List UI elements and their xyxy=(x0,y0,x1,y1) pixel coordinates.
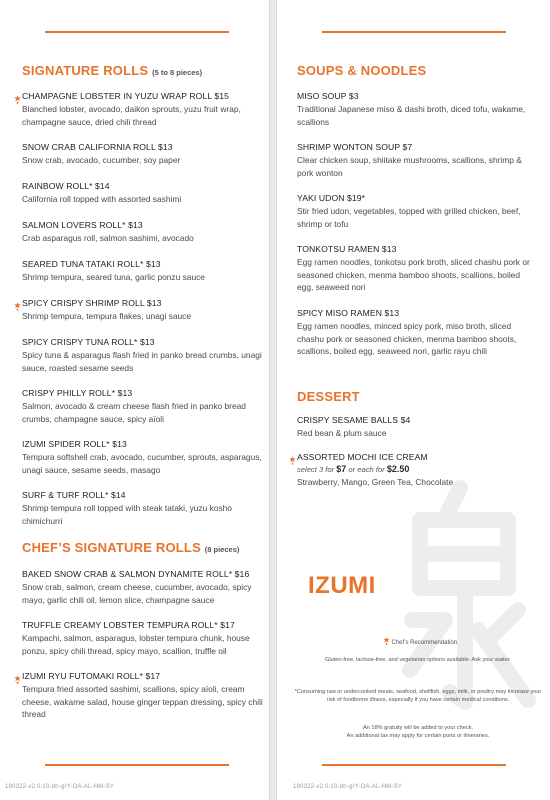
signature-rolls-heading: SIGNATURE ROLLS (5 to 8 pieces) xyxy=(22,63,203,78)
menu-item-name: SEARED TUNA TATAKI ROLL* $13 xyxy=(22,259,161,269)
menu-item-name: SURF & TURF ROLL* $14 xyxy=(22,490,126,500)
top-rule xyxy=(322,31,506,33)
chef-recommendation-icon xyxy=(14,671,21,680)
top-rule xyxy=(45,31,229,33)
price-note-part: $7 xyxy=(336,464,347,474)
menu-item xyxy=(297,243,532,294)
menu-item xyxy=(297,307,532,358)
menu-item xyxy=(22,90,267,128)
menu-item-description: Tempura softshell crab, avocado, cucumber, sprouts, asparagus, unagi sauce, sesame seeds, masago xyxy=(22,452,262,475)
dessert-heading: DESSERT xyxy=(297,389,360,404)
menu-item-name: RAINBOW ROLL* $14 xyxy=(22,181,110,191)
chef-recommendation-icon xyxy=(14,91,21,100)
menu-item xyxy=(297,414,532,440)
price-note-part: select 3 for xyxy=(297,465,335,474)
price-note-part: $2.50 xyxy=(386,464,410,474)
gratuity-note: An 18% gratuity will be added to your check. xyxy=(362,725,474,731)
bottom-rule xyxy=(45,764,229,766)
menu-item-description: Stir fried udon, vegetables, topped with grilled chicken, beef, shrimp or tofu xyxy=(297,206,521,229)
menu-item-description: Crab asparagus roll, salmon sashimi, avocado xyxy=(22,233,194,243)
footer-code: 190322-v2.0.10-dn-grY-OA-AL-HM-SY xyxy=(293,784,403,790)
menu-item-name: ASSORTED MOCHI ICE CREAM xyxy=(297,452,428,462)
bottom-rule xyxy=(322,764,506,766)
menu-item-name: SPICY CRISPY SHRIMP ROLL $13 xyxy=(22,298,162,308)
menu-item-description: Clear chicken soup, shiitake mushrooms, scallions, shrimp & pork wonton xyxy=(297,155,522,178)
menu-item-description: Spicy tuna & asparagus flash fried in panko bread crumbs, unagi sauce, roasted sesame seeds xyxy=(22,350,262,373)
menu-item xyxy=(22,141,267,167)
menu-item xyxy=(297,192,532,230)
menu-item xyxy=(22,387,267,425)
menu-item-description: Egg ramen noodles, minced spicy pork, miso broth, sliced chashu pork or seasoned chicken, menma bamboo shoots, scallions, boiled egg, seaweed nori, garlic rayu chili xyxy=(297,321,517,357)
chef-recommendation-icon xyxy=(289,452,296,461)
menu-item-name: SHRIMP WONTON SOUP $7 xyxy=(297,142,413,152)
menu-item xyxy=(22,258,267,284)
menu-item-name: SPICY CRISPY TUNA ROLL* $13 xyxy=(22,337,155,347)
menu-item-description: Salmon, avocado & cream cheese flash fried in panko bread crumbs, champagne sauce, spicy aïoli xyxy=(22,401,246,424)
menu-item-name: CRISPY PHILLY ROLL* $13 xyxy=(22,388,133,398)
menu-item xyxy=(297,451,532,489)
menu-item xyxy=(22,180,267,206)
menu-item-name: IZUMI SPIDER ROLL* $13 xyxy=(22,439,127,449)
dietary-note: Gluten-free, lactose-free, and vegetarian options available. Ask your waiter. xyxy=(325,657,511,663)
price-note-part: or each for xyxy=(348,465,385,474)
menu-item-name: TRUFFLE CREAMY LOBSTER TEMPURA ROLL* $17 xyxy=(22,620,235,630)
menu-item xyxy=(22,489,267,527)
menu-item-description: Snow crab, avocado, cucumber, soy paper xyxy=(22,155,181,165)
menu-item xyxy=(22,297,267,323)
menu-item-description: Red bean & plum sauce xyxy=(297,428,387,438)
menu-item-description: Shrimp tempura, tempura flakes, unagi sauce xyxy=(22,311,191,321)
menu-item-name: SNOW CRAB CALIFORNIA ROLL $13 xyxy=(22,142,173,152)
menu-item-price-note xyxy=(297,464,532,475)
menu-item xyxy=(297,141,532,179)
menu-item-name: SPICY MISO RAMEN $13 xyxy=(297,308,400,318)
menu-item-description: Tempura fried assorted sashimi, scallions, spicy aïoli, cream cheese, wakame salad, house ginger teppan dressing, spicy chili thread xyxy=(22,684,263,720)
menu-item-description: Egg ramen noodles, tonkotsu pork broth, sliced chashu pork or seasoned chicken, menma bamboo shoots, scallions, boiled egg, seaweed nori xyxy=(297,257,530,293)
menu-item-name: BAKED SNOW CRAB & SALMON DYNAMITE ROLL* $16 xyxy=(22,569,250,579)
soups-noodles-heading: SOUPS & NOODLES xyxy=(297,63,427,78)
menu-item-name: MISO SOUP $3 xyxy=(297,91,359,101)
consumer-warning: *Consuming raw or undercooked meats, seafood, shellfish, eggs, milk, or poultry may increase your risk of foodborne illness, especially if you have certain medical conditions. xyxy=(294,689,542,703)
menu-item xyxy=(297,90,532,128)
menu-item-name: IZUMI RYU FUTOMAKI ROLL* $17 xyxy=(22,671,161,681)
menu-item-description: California roll topped with assorted sashimi xyxy=(22,194,182,204)
menu-item-description: Shrimp tempura roll topped with steak tataki, yuzu kosho chimichurri xyxy=(22,503,232,526)
menu-item-description: Kampachi, salmon, asparagus, lobster tempura chunk, house ponzu, spicy chili thread, spicy mayo, scallion, truffle oil xyxy=(22,633,250,656)
menu-item-description: Blanched lobster, avocado, daikon sprouts, yuzu fruit wrap, champagne sauce, dried chili thread xyxy=(22,104,241,127)
izumi-logo: IZUMI xyxy=(308,572,376,599)
menu-item xyxy=(22,219,267,245)
menu-item-name: SALMON LOVERS ROLL* $13 xyxy=(22,220,143,230)
menu-item xyxy=(22,670,267,721)
menu-item-description: Snow crab, salmon, cream cheese, cucumber, avocado, spicy mayo, garlic chili oil, lemon slice, champagne sauce xyxy=(22,582,252,605)
menu-item xyxy=(22,568,267,606)
menu-item-description: Strawberry, Mango, Green Tea, Chocolate xyxy=(297,477,454,487)
chef-recommendation-icon xyxy=(14,298,21,307)
menu-item-description: Traditional Japanese miso & dashi broth, diced tofu, wakame, scallions xyxy=(297,104,526,127)
menu-item xyxy=(22,438,267,476)
chef-recommendation-icon xyxy=(383,637,390,645)
menu-item xyxy=(22,336,267,374)
menu-item-description: Shrimp tempura, seared tuna, garlic ponzu sauce xyxy=(22,272,205,282)
menu-item-name: CHAMPAGNE LOBSTER IN YUZU WRAP ROLL $15 xyxy=(22,91,230,101)
menu-item xyxy=(22,619,267,657)
menu-item-name: YAKI UDON $19* xyxy=(297,193,366,203)
left-menu-page xyxy=(0,0,270,800)
menu-item-name: TONKOTSU RAMEN $13 xyxy=(297,244,397,254)
tax-note: An additional tax may apply for certain ports or itineraries. xyxy=(346,733,490,739)
izumi-kanji-watermark-icon xyxy=(390,470,540,720)
menu-item-name: CRISPY SESAME BALLS $4 xyxy=(297,415,411,425)
footer-code: 190322-v2.0.10-dn-grY-OA-AL-HM-SY xyxy=(5,784,115,790)
chefs-signature-rolls-heading: CHEF’S SIGNATURE ROLLS (8 pieces) xyxy=(22,540,240,555)
chef-recommendation-legend: Chef’s Recommendation xyxy=(300,637,540,646)
